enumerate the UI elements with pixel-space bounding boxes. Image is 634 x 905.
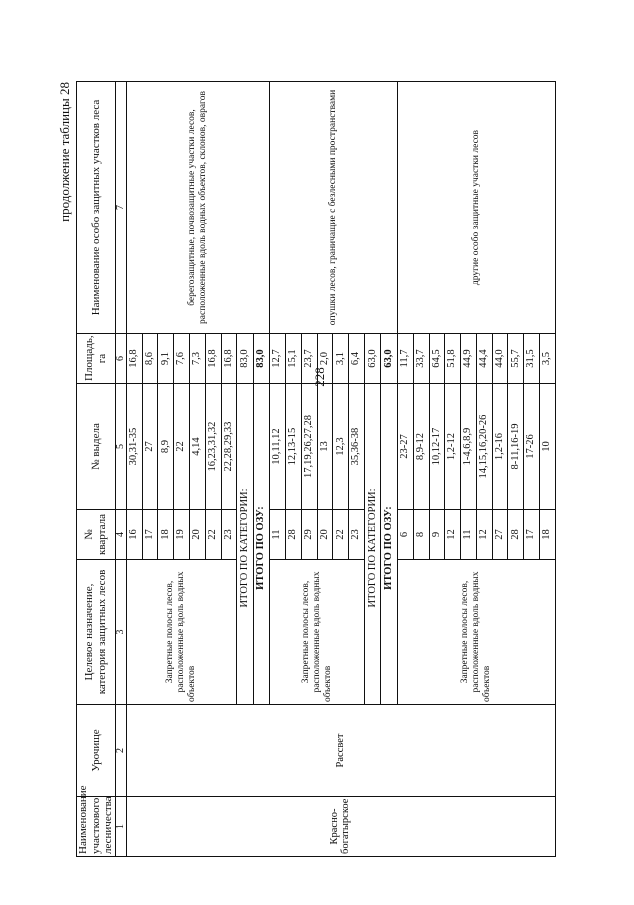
plot-cell: 10,12-17 <box>429 384 445 510</box>
category-total-value: 63,0 <box>365 334 381 384</box>
area-cell: 12,7 <box>270 334 286 384</box>
plot-cell: 22 <box>174 384 190 510</box>
table-container <box>56 82 556 857</box>
plot-cell: 13 <box>317 384 333 510</box>
plot-cell: 17-26 <box>524 384 540 510</box>
quarter-cell: 22 <box>205 510 221 560</box>
quarter-cell: 19 <box>174 510 190 560</box>
quarter-cell: 28 <box>508 510 524 560</box>
quarter-cell: 11 <box>270 510 286 560</box>
plot-cell: 8-11,16-19 <box>508 384 524 510</box>
plot-cell: 35,36-38 <box>349 384 365 510</box>
column-number: 3 <box>115 560 126 705</box>
plot-cell: 1,2-16 <box>492 384 508 510</box>
plot-cell: 8,9 <box>158 384 174 510</box>
quarter-cell: 23 <box>349 510 365 560</box>
plot-cell: 23-27 <box>397 384 413 510</box>
category-total-value: 83,0 <box>237 334 253 384</box>
header-plot: № выдела <box>77 384 116 510</box>
plot-cell: 27 <box>142 384 158 510</box>
plot-cell: 14,15,16,20-26 <box>476 384 492 510</box>
header-category: Целевое назначение, категория защитных лесов <box>77 560 116 705</box>
quarter-cell: 28 <box>286 510 302 560</box>
plot-cell: 10 <box>539 384 555 510</box>
header-quarter: № квартала <box>77 510 116 560</box>
area-cell: 8,6 <box>142 334 158 384</box>
quarter-cell: 27 <box>492 510 508 560</box>
ozu-total-value: 63,0 <box>381 334 397 384</box>
column-number: 5 <box>115 384 126 510</box>
ozu-total-label: ИТОГО ПО ОЗУ: <box>381 384 397 705</box>
header-tract: Урочище <box>77 705 116 797</box>
area-cell: 44,0 <box>492 334 508 384</box>
table-caption: продолжение таблицы 28 <box>57 82 72 222</box>
quarter-cell: 18 <box>158 510 174 560</box>
area-cell: 2,0 <box>317 334 333 384</box>
ozu-total-label: ИТОГО ПО ОЗУ: <box>253 384 269 705</box>
category-cell: Запретные полосы лесов, расположенные вдоль водных объектов <box>126 560 236 705</box>
plot-cell: 1-4,6,8,9 <box>461 384 477 510</box>
column-number: 2 <box>115 705 126 797</box>
quarter-cell: 22 <box>333 510 349 560</box>
plot-cell: 12,13-15 <box>286 384 302 510</box>
forestry-name: Красно-богатырское <box>126 797 555 857</box>
quarter-cell: 16 <box>126 510 142 560</box>
plot-cell: 1,2-12 <box>445 384 461 510</box>
area-cell: 31,5 <box>524 334 540 384</box>
quarter-cell: 17 <box>524 510 540 560</box>
quarter-cell: 12 <box>445 510 461 560</box>
plot-cell: 8,9-12 <box>413 384 429 510</box>
column-number: 7 <box>115 82 126 334</box>
plot-cell: 30,31-35 <box>126 384 142 510</box>
column-number: 4 <box>115 510 126 560</box>
column-number: 1 <box>115 797 126 857</box>
area-cell: 44,4 <box>476 334 492 384</box>
area-cell: 51,8 <box>445 334 461 384</box>
header-ozu-name: Наименование особо защитных участков леса <box>77 82 116 334</box>
category-total-label: ИТОГО ПО КАТЕГОРИИ: <box>365 384 381 705</box>
plot-cell: 10,11,12 <box>270 384 286 510</box>
category-total-label: ИТОГО ПО КАТЕГОРИИ: <box>237 384 253 705</box>
area-cell: 64,5 <box>429 334 445 384</box>
area-cell: 9,1 <box>158 334 174 384</box>
area-cell: 6,4 <box>349 334 365 384</box>
header-area: Площадь, га <box>77 334 116 384</box>
quarter-cell: 29 <box>301 510 317 560</box>
area-cell: 15,1 <box>286 334 302 384</box>
area-cell: 33,7 <box>413 334 429 384</box>
quarter-cell: 20 <box>190 510 206 560</box>
table-row <box>126 82 142 857</box>
area-cell: 16,8 <box>221 334 237 384</box>
ozu-description: берегозащитные, почвозащитные участки лесов, расположенные вдоль водных объектов, склонов, оврагов <box>126 82 269 334</box>
category-cell: Запретные полосы лесов, расположенные вдоль водных объектов <box>270 560 365 705</box>
plot-cell: 16,23,31,32 <box>205 384 221 510</box>
plot-cell: 4,14 <box>190 384 206 510</box>
ozu-description: опушки лесов, граничащие с безлесными пространствами <box>270 82 398 334</box>
area-cell: 16,8 <box>126 334 142 384</box>
plot-cell: 12,3 <box>333 384 349 510</box>
column-number: 6 <box>115 334 126 384</box>
quarter-cell: 9 <box>429 510 445 560</box>
area-cell: 55,7 <box>508 334 524 384</box>
ozu-description: другие особо защитные участки лесов <box>397 82 555 334</box>
protected-forest-table <box>76 81 556 857</box>
quarter-cell: 8 <box>413 510 429 560</box>
header-forestry: Наименование участкового лесничества <box>77 797 116 857</box>
quarter-cell: 18 <box>539 510 555 560</box>
area-cell: 23,7 <box>301 334 317 384</box>
ozu-total-value: 83,0 <box>253 334 269 384</box>
quarter-cell: 20 <box>317 510 333 560</box>
tract-name: Рассвет <box>126 705 555 797</box>
quarter-cell: 12 <box>476 510 492 560</box>
area-cell: 3,5 <box>539 334 555 384</box>
quarter-cell: 11 <box>461 510 477 560</box>
plot-cell: 22,28,29,33 <box>221 384 237 510</box>
area-cell: 44,9 <box>461 334 477 384</box>
category-cell: Запретные полосы лесов, расположенные вдоль водных объектов <box>397 560 555 705</box>
area-cell: 3,1 <box>333 334 349 384</box>
plot-cell: 17,19,26,27,28 <box>301 384 317 510</box>
rotated-table-frame <box>56 82 556 857</box>
page-number: 228 <box>311 367 327 387</box>
area-cell: 16,8 <box>205 334 221 384</box>
area-cell: 7,6 <box>174 334 190 384</box>
quarter-cell: 23 <box>221 510 237 560</box>
area-cell: 7,3 <box>190 334 206 384</box>
quarter-cell: 6 <box>397 510 413 560</box>
area-cell: 11,7 <box>397 334 413 384</box>
quarter-cell: 17 <box>142 510 158 560</box>
